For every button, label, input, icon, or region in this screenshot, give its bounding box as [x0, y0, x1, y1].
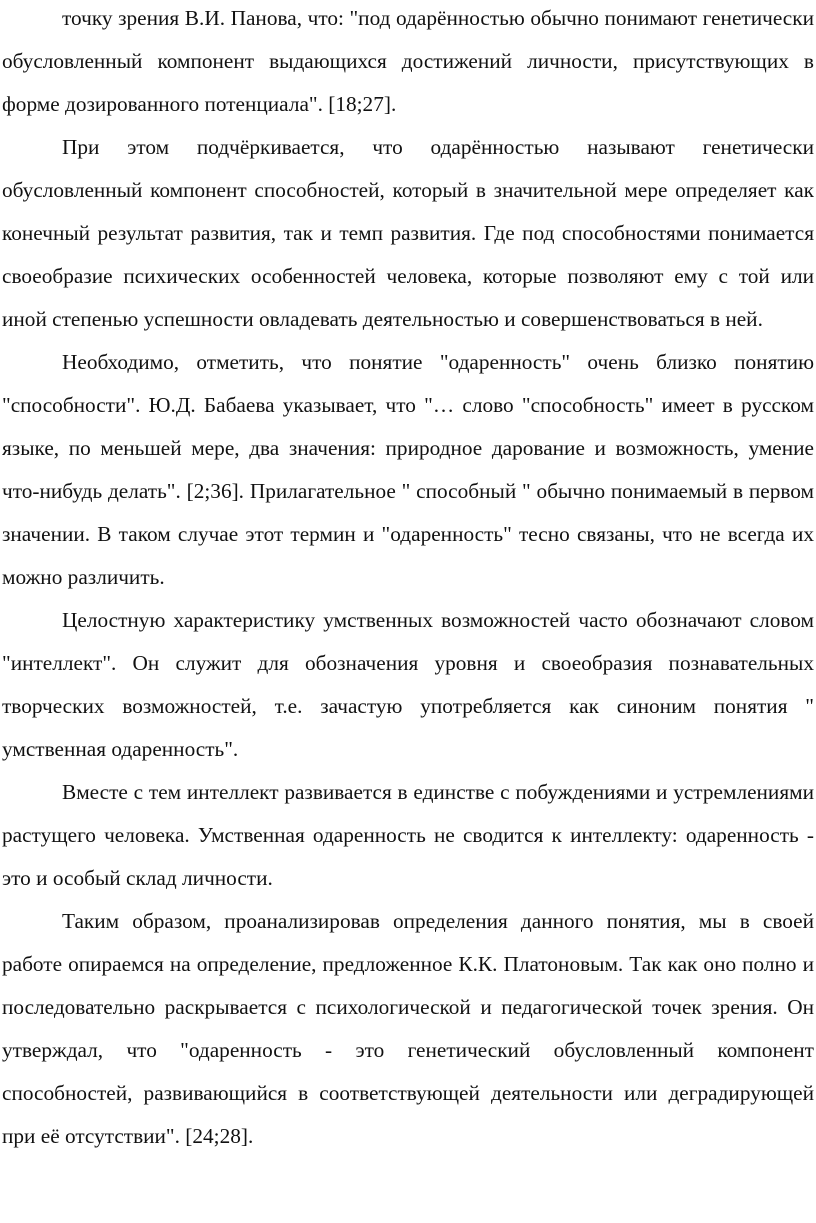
paragraph-giftedness-vs-ability: Необходимо, отметить, что понятие "одаренность" очень близко понятию "способности". Ю.Д. Бабаева указывает, что "… слово "способность" имеет в русском языке, по меньшей мере, два значения: природное дарование и возможность, умение что-нибудь делать". [2;36]. Прилагательное " способный " обычно понимаемый в первом значении. В таком случае этот термин и "одаренность" тесно связаны, что не всегда их можно различить. [2, 350, 814, 589]
paragraph-giftedness-definition: При этом подчёркивается, что одарённостью называют генетически обусловленный компонент способностей, который в значительной мере определяет как конечный результат развития, так и темп развития. Где под способностями понимается своеобразие психических особенностей человека, которые позволяют ему с той или иной степенью успешности овладевать деятельностью и совершенствоваться в ней. [2, 135, 814, 331]
paragraph-conclusion: Таким образом, проанализировав определения данного понятия, мы в своей работе опираемся на определение, предложенное К.К. Платоновым. Так как оно полно и последовательно раскрывается с психологической и педагогической точек зрения. Он утверждал, что "одаренность - это генетический обусловленный компонент способностей, развивающийся в соответствующей деятельности или деградирующей при её отсутствии". [24;28]. [2, 909, 814, 1148]
paragraph-intellect-development: Вместе с тем интеллект развивается в единстве с побуждениями и устремлениями растущего человека. Умственная одаренность не сводится к интеллекту: одаренность - это и особый склад личности. [2, 780, 814, 890]
paragraph-intellect: Целостную характеристику умственных возможностей часто обозначают словом "интеллект". Он служит для обозначения уровня и своеобразия познавательных творческих возможностей, т.е. зачастую употребляется как синоним понятия " умственная одаренность". [2, 608, 814, 761]
paragraph-continuation: точку зрения В.И. Панова, что: "под одарённостью обычно понимают генетически обусловленный компонент выдающихся достижений личности, присутствующих в форме дозированного потенциала". [18;27]. [2, 6, 814, 116]
